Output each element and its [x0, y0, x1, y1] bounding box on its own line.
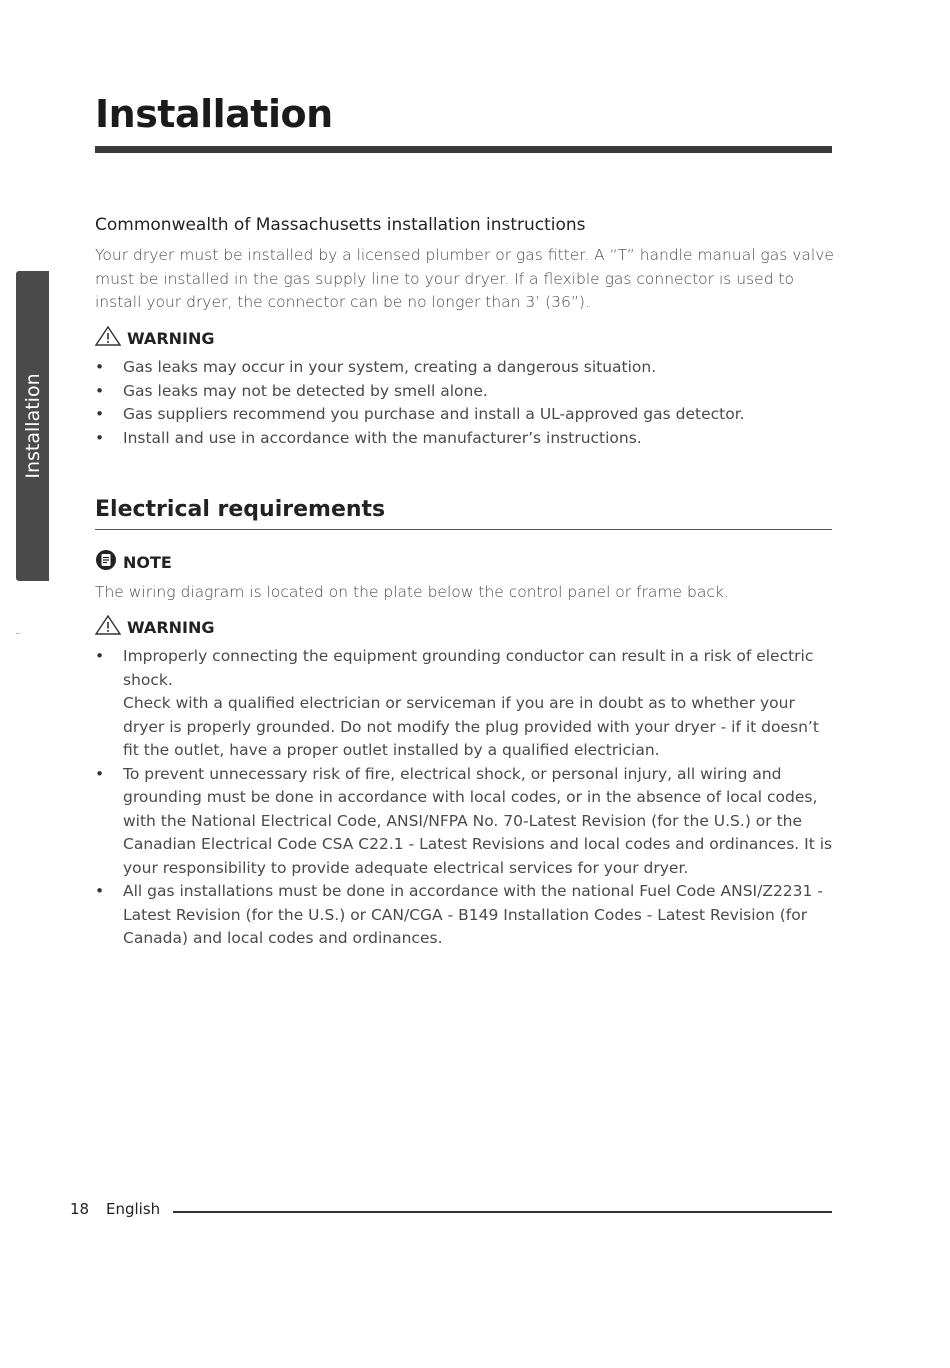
massachusetts-body: Your dryer must be installed by a licensed plumber or gas fitter. A “T” handle manual gas valve must be installed in the gas supply line to your dryer. If a flexible gas connector is used to install your dryer, the connector can be no longer than 3’ (36”). — [95, 246, 834, 311]
electrical-heading: Electrical requirements — [95, 497, 386, 522]
list-item-detail: Check with a qualified electrician or serviceman if you are in doubt as to whether your dryer is properly grounded. Do not modify the plug provided with your dryer - if it doesn’t fit the outlet, have a proper outlet installed by a qualified electrician. — [123, 694, 819, 759]
massachusetts-warning-list — [95, 356, 835, 450]
note-label: NOTE — [123, 552, 172, 572]
list-item: • Gas leaks may not be detected by smell alone. — [95, 381, 488, 400]
side-tab-label: Installation — [21, 373, 44, 479]
section-rule — [95, 529, 832, 530]
warning-label: WARNING — [127, 617, 215, 637]
list-item: • Improperly connecting the equipment grounding conductor can result in a risk of electric shock. Check with a qualified electrician or serviceman if you are in doubt as to whether your dryer is properly grounded. Do not modify the plug provided with your dryer - if it doesn’t fit the outlet, have a proper outlet installed by a qualified electrician. — [95, 645, 835, 763]
warning-callout-2 — [95, 616, 215, 638]
electrical-warning-list — [95, 645, 835, 951]
note-icon — [95, 549, 117, 575]
page-title: Installation — [95, 92, 333, 136]
side-tab — [16, 271, 49, 581]
list-item: • Install and use in accordance with the manufacturer’s instructions. — [95, 428, 642, 447]
page-number: 18 — [70, 1200, 90, 1218]
warning-callout-1 — [95, 327, 215, 349]
margin-speck — [16, 633, 20, 634]
list-item: • To prevent unnecessary risk of fire, electrical shock, or personal injury, all wiring and grounding must be done in accordance with local codes, or in the absence of local codes, with the National Electrical Code, ANSI/NFPA No. 70-Latest Revision (for the U.S.) or the Canadian Electrical Code CSA C22.1 - Latest Revisions and local codes and ordinances. It is your responsibility to provide adequate electrical services for your dryer. — [95, 764, 833, 877]
list-item: • Gas leaks may occur in your system, creating a dangerous situation. — [95, 358, 657, 376]
title-rule — [95, 146, 832, 153]
note-text: The wiring diagram is located on the plate below the control panel or frame back. — [95, 583, 729, 601]
massachusetts-heading: Commonwealth of Massachusetts installation instructions — [95, 215, 586, 235]
warning-triangle-icon — [95, 615, 121, 639]
list-item: • Gas suppliers recommend you purchase and install a UL-approved gas detector. — [95, 405, 745, 423]
footer-language: English — [106, 1200, 161, 1218]
warning-triangle-icon — [95, 326, 121, 350]
note-callout — [95, 551, 172, 573]
warning-label: WARNING — [127, 328, 215, 348]
footer-rule — [173, 1211, 832, 1213]
list-item: • All gas installations must be done in accordance with the national Fuel Code ANSI/Z2231 - Latest Revision (for the U.S.) or CAN/CGA - B149 Installation Codes - Latest Revision (for Canada) and local codes and ordinances. — [95, 882, 823, 947]
